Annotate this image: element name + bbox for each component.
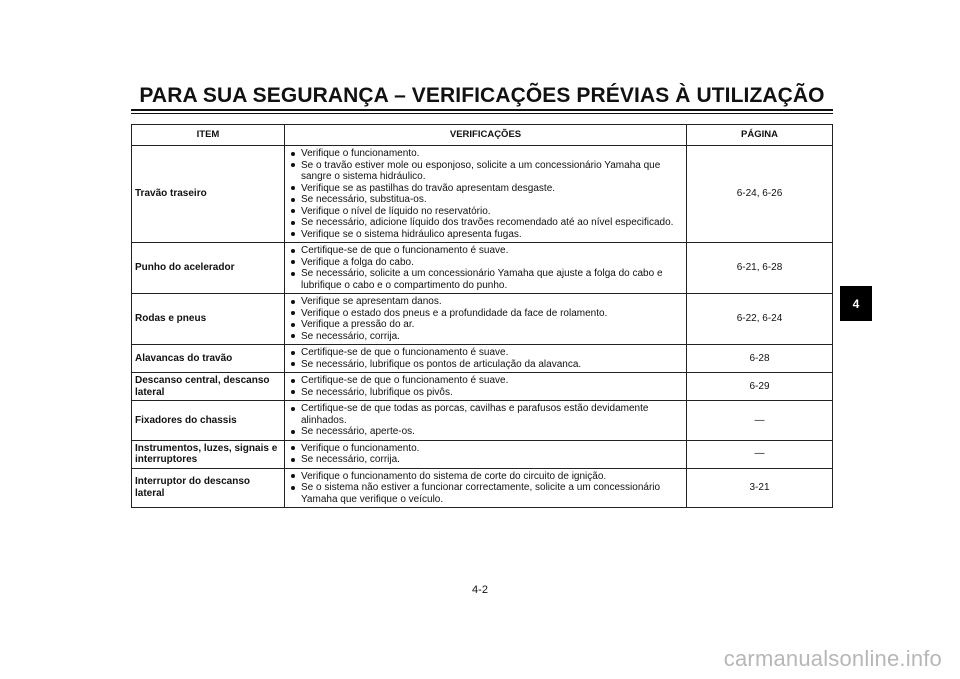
page-reference: — <box>687 401 833 441</box>
check-item: Se necessário, solicite a um concessionário Yamaha que ajuste a folga do cabo e lubrifique o cabo e o compartimento do punho. <box>288 268 682 291</box>
item-name: Punho do acelerador <box>132 243 285 294</box>
page-reference: 6-24, 6-26 <box>687 146 833 243</box>
page-reference: 6-29 <box>687 373 833 401</box>
check-item: Verifique se as pastilhas do travão apresentam desgaste. <box>288 183 682 195</box>
check-item: Certifique-se de que o funcionamento é suave. <box>288 347 682 359</box>
table-row <box>132 468 833 508</box>
check-item: Verifique a pressão do ar. <box>288 319 682 331</box>
check-item: Verifique a folga do cabo. <box>288 257 682 269</box>
table-row <box>132 401 833 441</box>
watermark: carmanualsonline.info <box>723 646 942 671</box>
item-name: Travão traseiro <box>132 146 285 243</box>
table-header-row <box>132 125 833 146</box>
check-item: Se necessário, corrija. <box>288 331 682 343</box>
table-row <box>132 243 833 294</box>
checks-list <box>288 347 682 370</box>
check-item: Se necessário, lubrifique os pontos de articulação da alavanca. <box>288 359 682 371</box>
table-row <box>132 440 833 468</box>
checks-list <box>288 375 682 398</box>
checks-cell <box>285 146 687 243</box>
item-name: Rodas e pneus <box>132 294 285 345</box>
checks-table <box>131 124 833 508</box>
check-item: Se o sistema não estiver a funcionar correctamente, solicite a um concessionário Yamaha que verifique o veículo. <box>288 482 682 505</box>
checks-list <box>288 443 682 466</box>
column-header-page: PÁGINA <box>687 125 833 146</box>
table-row <box>132 146 833 243</box>
check-item: Se necessário, corrija. <box>288 454 682 466</box>
chapter-tab: 4 <box>840 286 872 321</box>
column-header-checks: VERIFICAÇÕES <box>285 125 687 146</box>
check-item: Verifique o funcionamento. <box>288 443 682 455</box>
checks-cell <box>285 468 687 508</box>
checks-list <box>288 245 682 291</box>
column-header-item: ITEM <box>132 125 285 146</box>
item-name: Instrumentos, luzes, signais e interruptores <box>132 440 285 468</box>
page-reference: — <box>687 440 833 468</box>
check-item: Se o travão estiver mole ou esponjoso, solicite a um concessionário Yamaha que sangre o sistema hidráulico. <box>288 160 682 183</box>
checks-cell <box>285 345 687 373</box>
check-item: Verifique o funcionamento do sistema de corte do circuito de ignição. <box>288 471 682 483</box>
page-reference: 3-21 <box>687 468 833 508</box>
table-row <box>132 373 833 401</box>
check-item: Se necessário, lubrifique os pivôs. <box>288 387 682 399</box>
table-row <box>132 294 833 345</box>
item-name: Interruptor do descanso lateral <box>132 468 285 508</box>
page-reference: 6-28 <box>687 345 833 373</box>
checks-cell <box>285 243 687 294</box>
table-row <box>132 345 833 373</box>
check-item: Verifique o estado dos pneus e a profundidade da face de rolamento. <box>288 308 682 320</box>
item-name: Alavancas do travão <box>132 345 285 373</box>
checks-cell <box>285 294 687 345</box>
check-item: Certifique-se de que o funcionamento é suave. <box>288 375 682 387</box>
check-item: Verifique o nível de líquido no reservatório. <box>288 206 682 218</box>
checks-list <box>288 403 682 438</box>
page-title: PARA SUA SEGURANÇA – VERIFICAÇÕES PRÉVIAS À UTILIZAÇÃO <box>139 84 825 107</box>
title-underline <box>131 109 833 111</box>
checks-cell <box>285 401 687 441</box>
page-number: 4-2 <box>472 584 488 596</box>
table-body <box>132 146 833 508</box>
check-item: Certifique-se de que o funcionamento é suave. <box>288 245 682 257</box>
checks-list <box>288 471 682 506</box>
check-item: Verifique se o sistema hidráulico apresenta fugas. <box>288 229 682 241</box>
checks-cell <box>285 440 687 468</box>
checks-list <box>288 148 682 240</box>
check-item: Se necessário, substitua-os. <box>288 194 682 206</box>
page-reference: 6-22, 6-24 <box>687 294 833 345</box>
check-item: Certifique-se de que todas as porcas, cavilhas e parafusos estão devidamente alinhados. <box>288 403 682 426</box>
checks-list <box>288 296 682 342</box>
item-name: Fixadores do chassis <box>132 401 285 441</box>
checks-cell <box>285 373 687 401</box>
check-item: Verifique o funcionamento. <box>288 148 682 160</box>
check-item: Verifique se apresentam danos. <box>288 296 682 308</box>
check-item: Se necessário, adicione líquido dos travões recomendado até ao nível especificado. <box>288 217 682 229</box>
check-item: Se necessário, aperte-os. <box>288 426 682 438</box>
item-name: Descanso central, descanso lateral <box>132 373 285 401</box>
title-underline-thin <box>131 113 833 114</box>
page-reference: 6-21, 6-28 <box>687 243 833 294</box>
